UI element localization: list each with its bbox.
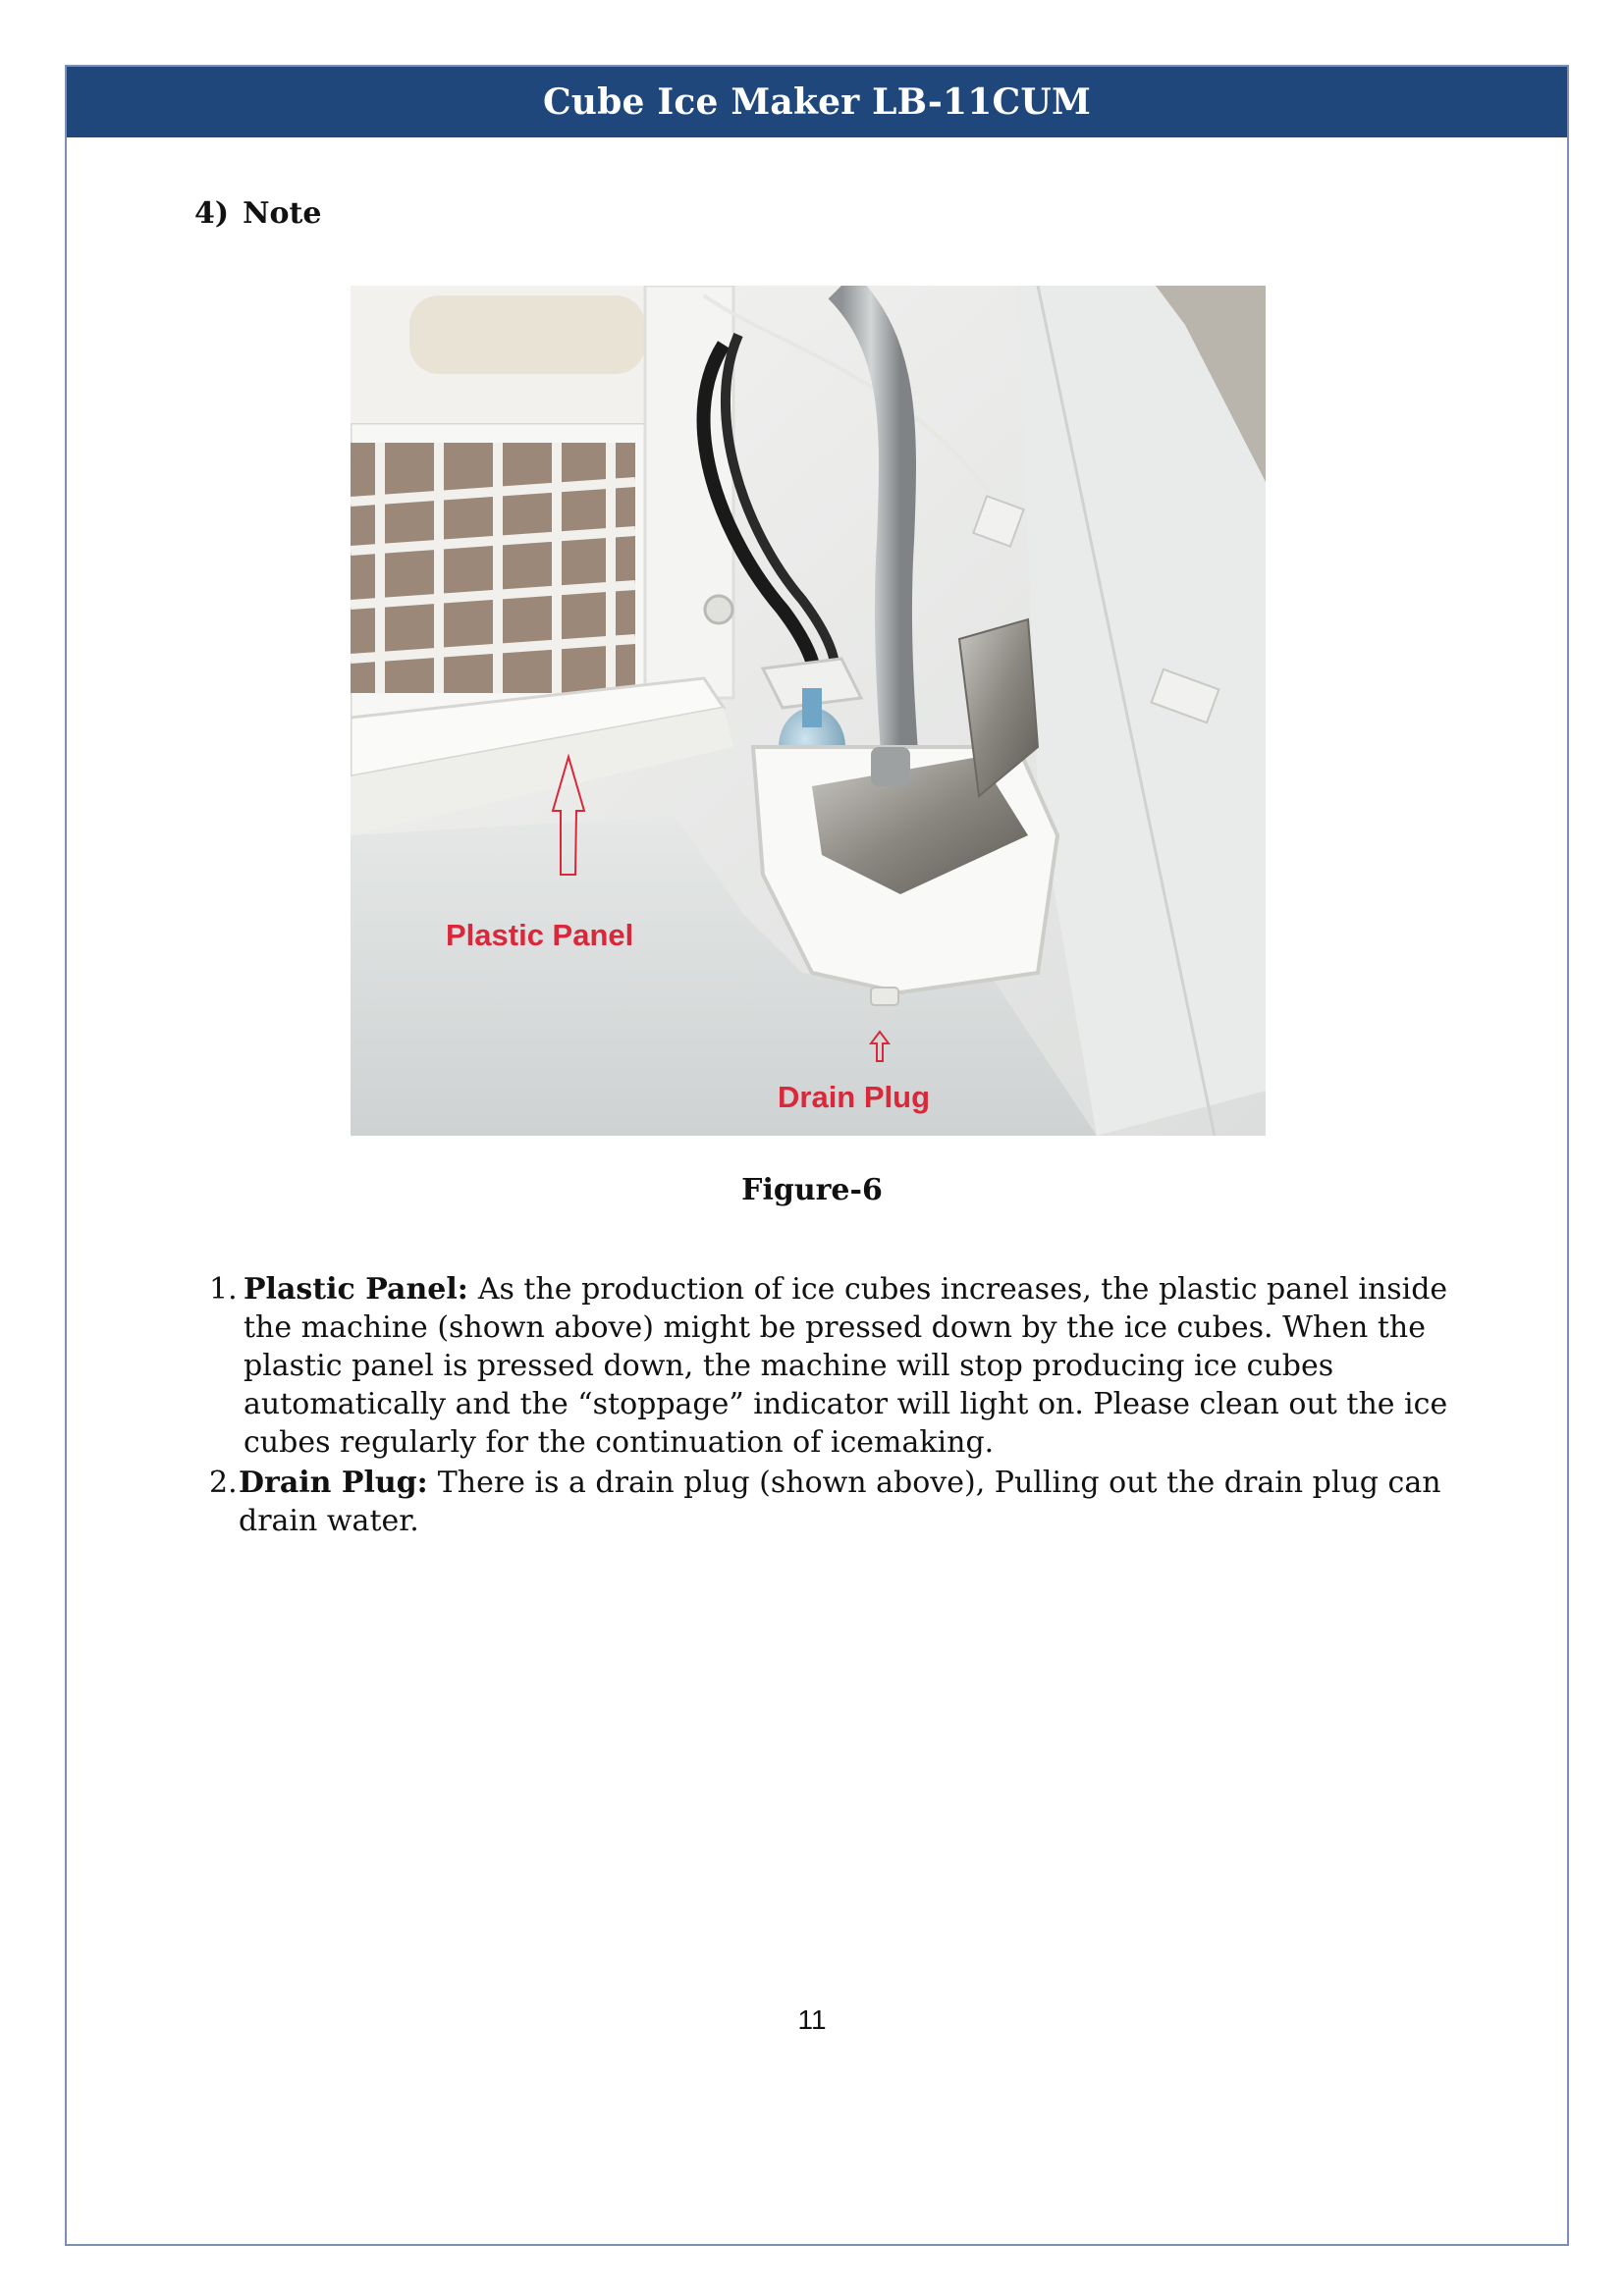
note-title: Plastic Panel:	[244, 1272, 468, 1307]
note-text: As the production of ice cubes increases, the plastic panel inside the machine (shown above) might be pressed down by the ice cubes. When the plastic panel is pressed down, the machine will stop producing ice cubes automatically and the “stoppage” indicator will light on. Please clean out the ice cubes regularly for the continuation of icemaking.	[244, 1272, 1448, 1460]
note-marker: 1.	[209, 1272, 238, 1307]
section-heading	[194, 196, 321, 231]
page-number: 11	[797, 2004, 827, 2035]
section-number: 4)	[194, 196, 230, 231]
figure-caption: Figure-6	[741, 1173, 883, 1207]
section-title: Note	[243, 196, 322, 231]
drain-plug-label: Drain Plug	[778, 1080, 931, 1114]
note-item-drain-plug	[209, 1464, 1476, 1540]
note-body	[239, 1464, 1476, 1540]
header-bar	[67, 67, 1567, 137]
note-marker: 2.	[209, 1466, 238, 1500]
plastic-panel-label: Plastic Panel	[446, 918, 634, 952]
notes-list	[209, 1270, 1476, 1540]
document-title: Cube Ice Maker LB-11CUM	[542, 81, 1092, 123]
note-body	[244, 1270, 1476, 1462]
note-text: There is a drain plug (shown above), Pulling out the drain plug can drain water.	[239, 1466, 1441, 1538]
note-title: Drain Plug:	[239, 1466, 428, 1500]
note-item-plastic-panel	[209, 1270, 1476, 1462]
figure-6-photo	[351, 286, 1266, 1136]
